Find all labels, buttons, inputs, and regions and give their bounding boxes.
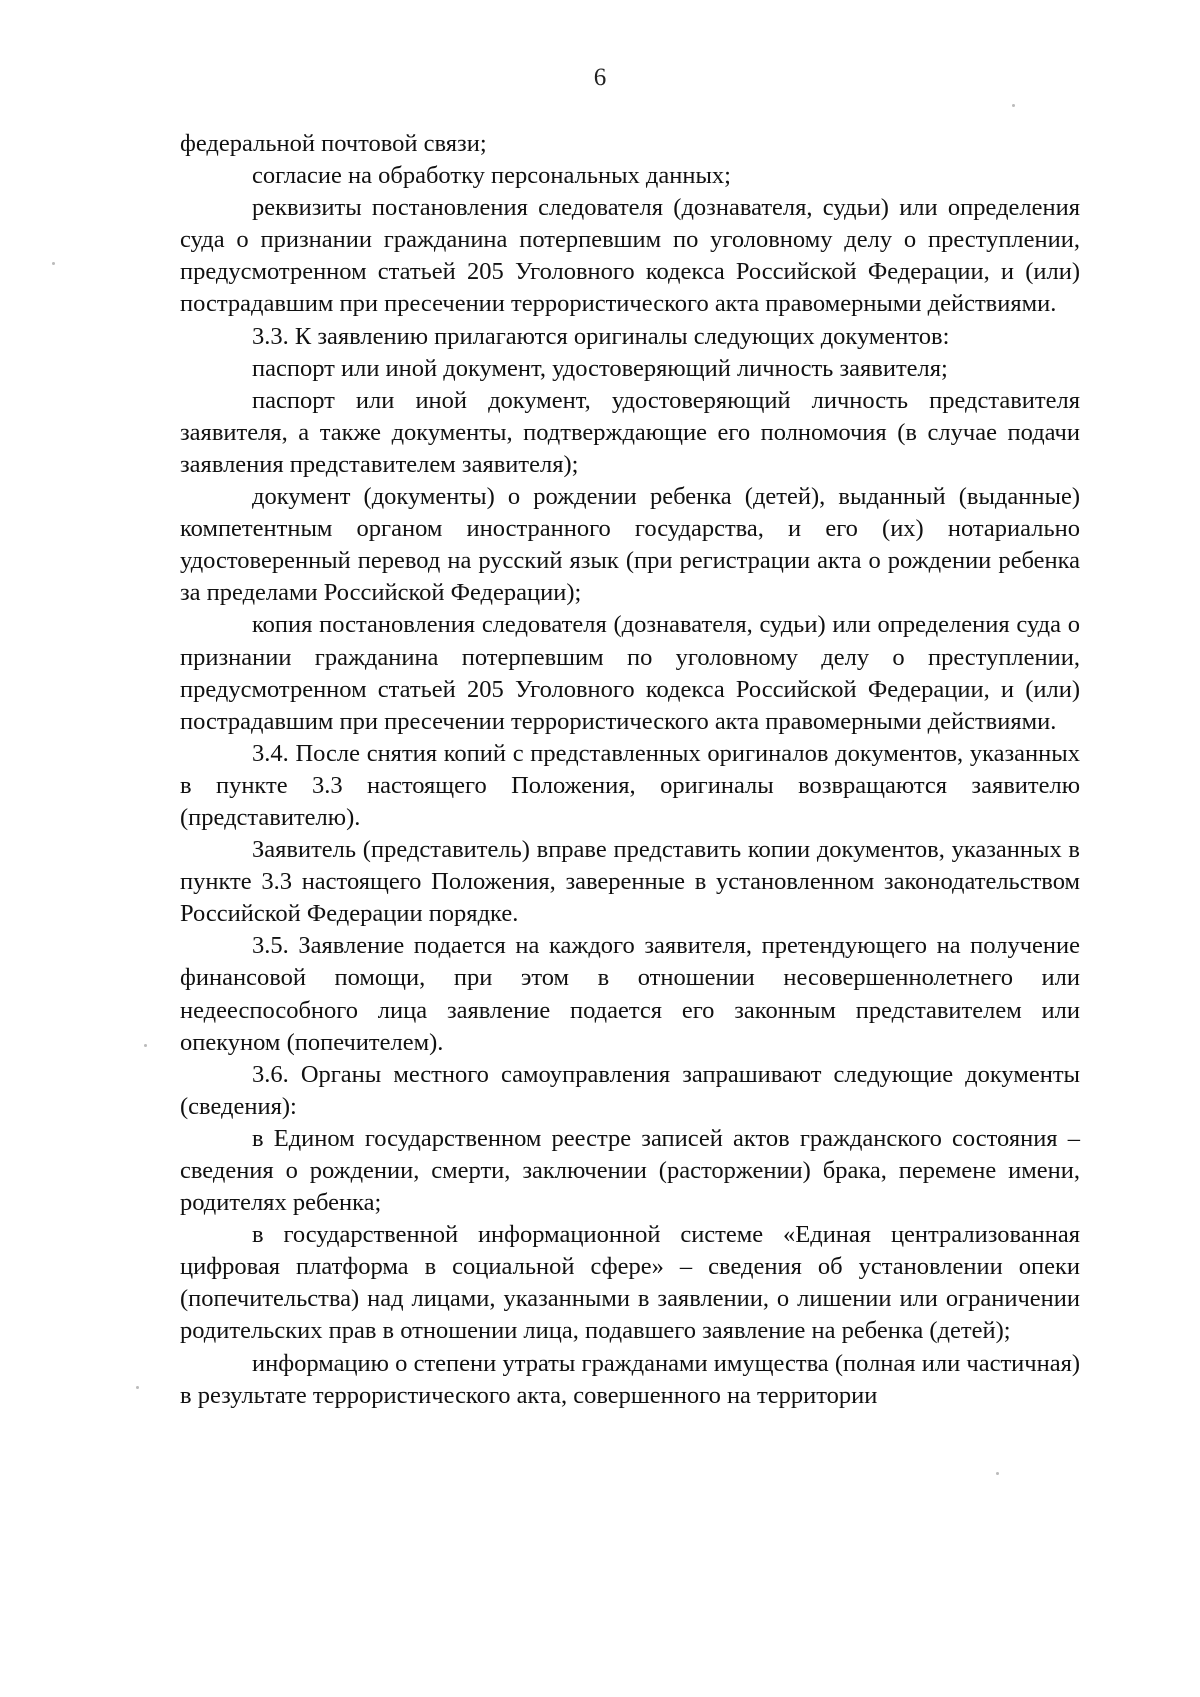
paragraph: 3.5. Заявление подается на каждого заявителя, претендующего на получение финансовой помощи, при этом в отношении несовершеннолетнего или недееспособного лица заявление подается его законным представителем или опекуном (попечителем).	[180, 932, 1080, 1056]
paragraph: копия постановления следователя (дознавателя, судьи) или определения суда о признании гражданина потерпевшим по уголовному делу о преступлении, предусмотренном статьей 205 Уголовного кодекса Российской Федерации, и (или) пострадавшим при пресечении террористического акта правомерными действиями.	[180, 611, 1080, 735]
paragraph: в государственной информационной системе «Единая централизованная цифровая платформа в социальной сфере» – сведения об установлении опеки (попечительства) над лицами, указанными в заявлении, о лишении или ограничении родительских прав в отношении лица, подавшего заявление на ребенка (детей);	[180, 1221, 1080, 1345]
paragraph: паспорт или иной документ, удостоверяющий личность заявителя;	[252, 354, 948, 382]
paragraph: паспорт или иной документ, удостоверяющий личность представителя заявителя, а также документы, подтверждающие его полномочия (в случае подачи заявления представителем заявителя);	[180, 386, 1080, 478]
scan-speck	[996, 1472, 999, 1475]
scan-speck	[136, 1386, 139, 1389]
paragraph: информацию о степени утраты гражданами имущества (полная или частичная) в результате террористического акта, совершенного на территории	[180, 1349, 1080, 1409]
paragraph: федеральной почтовой связи;	[180, 130, 487, 157]
scan-speck	[52, 262, 55, 265]
paragraph: 3.6. Органы местного самоуправления запрашивают следующие документы (сведения):	[180, 1060, 1080, 1120]
scan-speck	[144, 1044, 147, 1047]
paragraph: согласие на обработку персональных данных;	[252, 162, 731, 190]
paragraph: реквизиты постановления следователя (дознавателя, судьи) или определения суда о признании гражданина потерпевшим по уголовному делу о преступлении, предусмотренном статьей 205 Уголовного кодекса Российской Федерации, и (или) пострадавшим при пресечении террористического акта правомерными действиями.	[180, 194, 1080, 318]
document-body	[180, 128, 1080, 1412]
paragraph: документ (документы) о рождении ребенка (детей), выданный (выданные) компетентным органом иностранного государства, и его (их) нотариально удостоверенный перевод на русский язык (при регистрации акта о рождении ребенка за пределами Российской Федерации);	[180, 483, 1080, 607]
paragraph: 3.4. После снятия копий с представленных оригиналов документов, указанных в пункте 3.3 настоящего Положения, оригиналы возвращаются заявителю (представителю).	[180, 739, 1080, 831]
paragraph: Заявитель (представитель) вправе представить копии документов, указанных в пункте 3.3 настоящего Положения, заверенные в установленном законодательством Российской Федерации порядке.	[180, 836, 1080, 928]
scan-speck	[1012, 104, 1015, 107]
page-number: 6	[593, 64, 607, 91]
paragraph: 3.3. К заявлению прилагаются оригиналы следующих документов:	[252, 322, 950, 350]
paragraph: в Едином государственном реестре записей актов гражданского состояния – сведения о рождении, смерти, заключении (расторжении) брака, перемене имени, родителях ребенка;	[180, 1124, 1080, 1217]
